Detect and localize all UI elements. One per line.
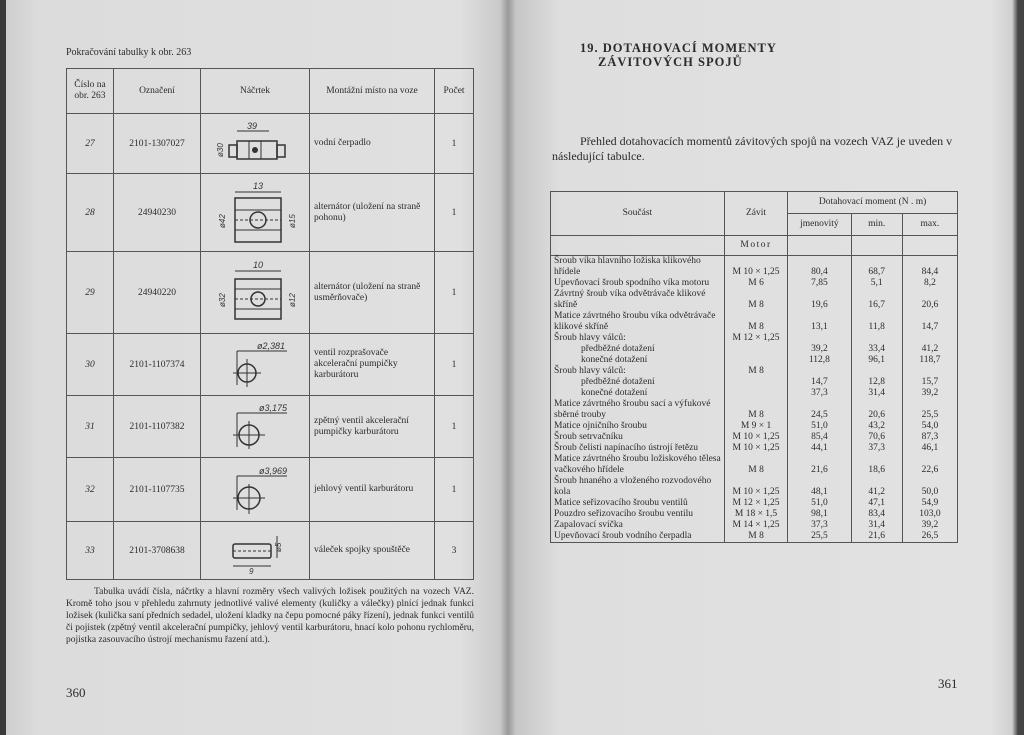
svg-text:ø2,381: ø2,381	[257, 340, 286, 351]
thread-value: M 9 × 1	[724, 421, 787, 432]
nominal-value: 80,4	[788, 256, 851, 279]
part-name: konečné dotažení	[551, 355, 725, 366]
group-row	[551, 236, 958, 256]
table-row: 30 2101-1107374 ø2,381 ventil rozprašovače akcelerační pumpičky karburátoru 1	[67, 334, 474, 396]
sketch-ball-32	[201, 458, 310, 522]
nominal-value: 19,6	[788, 289, 851, 311]
col-moment: Dotahovací moment (N . m)	[788, 192, 958, 214]
page-number-right: 361	[938, 676, 958, 691]
svg-text:ø15: ø15	[288, 213, 297, 228]
min-value: 31,4	[851, 520, 902, 531]
thread-value: M 10 × 1,25	[724, 256, 787, 279]
part-name: předběžné dotažení	[551, 377, 725, 388]
table-continuation-title: Pokračování tabulky k obr. 263	[66, 47, 192, 58]
min-value: 68,7	[851, 256, 902, 279]
min-value: 33,4	[851, 344, 902, 355]
table-row	[551, 421, 958, 432]
svg-text:ø12: ø12	[288, 292, 297, 307]
thread-value: M 12 × 1,25	[724, 333, 787, 344]
part-name: předběžné dotažení	[551, 344, 725, 355]
nominal-value	[788, 366, 851, 377]
max-value	[902, 366, 957, 377]
thread-value: M 10 × 1,25	[724, 443, 787, 454]
max-value: 26,5	[902, 531, 957, 543]
table-row	[551, 443, 958, 454]
part-name: Zapalovací svíčka	[551, 520, 725, 531]
left-page	[0, 10, 506, 735]
table-row	[551, 278, 958, 289]
explanatory-paragraph: Tabulka uvádí čísla, náčrtky a hlavní rozměry všech valivých ložisek použitých na vozech VAZ. Kromě toho jsou v přehledu zahrnuty jednotlivé valivé elementy (kuličky a válečky) plnící jednak funkci ložisek (kulička saní předních sedadel, uložení kladky na čepu pomocné páky řízení), jednak funkci ventilů či pojistek (zpětný ventil akcelerační pumpičky, jehlový ventil karburátoru, hnací kolo pohonu rychloměru, pojistka zasouvacího ústrojí mechanismu řazení atd.).	[66, 587, 474, 645]
min-value: 12,8	[851, 377, 902, 388]
thread-value: M 18 × 1,5	[724, 509, 787, 520]
table-row	[551, 388, 958, 399]
page-number-left: 360	[66, 685, 86, 700]
min-value: 37,3	[851, 443, 902, 454]
col-sketch: Náčrtek	[201, 69, 310, 114]
bearing-table	[66, 68, 474, 580]
col-thread: Závit	[724, 192, 787, 236]
table-row: 28 24940230 13 ø42 ø15 alternátor (uložení na straně pohonu) 1	[67, 174, 474, 252]
table-row	[551, 344, 958, 355]
table-row	[551, 366, 958, 377]
nominal-value: 51,0	[788, 421, 851, 432]
thread-value: M 8	[724, 311, 787, 333]
table-header-row	[551, 192, 958, 214]
max-value: 15,7	[902, 377, 957, 388]
torque-table	[550, 191, 958, 543]
table-row	[551, 454, 958, 476]
nominal-value: 51,0	[788, 498, 851, 509]
svg-text:10: 10	[253, 259, 264, 270]
col-max: max.	[902, 214, 957, 236]
min-value: 21,6	[851, 531, 902, 543]
nominal-value: 37,3	[788, 520, 851, 531]
part-name: Matice závrtného šroubu ložiskového tělesa vačkového hřídele	[551, 454, 725, 476]
chapter-heading	[580, 41, 777, 69]
col-min: min.	[851, 214, 902, 236]
nominal-value: 7,85	[788, 278, 851, 289]
table-row	[551, 520, 958, 531]
part-name: Šroub víka hlavního ložiska klikového hřídele	[551, 256, 725, 279]
sketch-ball-31	[201, 396, 310, 458]
thread-value: M 8	[724, 454, 787, 476]
table-row	[551, 256, 958, 279]
table-row: 33 2101-3708638 9 ø5 váleček spojky spouštěče 3	[67, 522, 474, 580]
svg-text:ø30: ø30	[216, 142, 225, 157]
thread-value: M 6	[724, 278, 787, 289]
nominal-value: 21,6	[788, 454, 851, 476]
sketch-bearing-27	[201, 114, 310, 174]
table-row	[551, 377, 958, 388]
nominal-value: 48,1	[788, 476, 851, 498]
max-value: 54,0	[902, 421, 957, 432]
table-row	[551, 399, 958, 421]
part-name: Šroub hlavy válců:	[551, 366, 725, 377]
thread-value	[724, 377, 787, 388]
thread-value: M 8	[724, 531, 787, 543]
part-name: Matice závrtného šroubu víka odvětrávače klikové skříně	[551, 311, 725, 333]
right-page	[514, 10, 1014, 735]
part-name: konečné dotažení	[551, 388, 725, 399]
max-value	[902, 333, 957, 344]
nominal-value: 98,1	[788, 509, 851, 520]
part-name: Upevňovací šroub vodního čerpadla	[551, 531, 725, 543]
max-value: 118,7	[902, 355, 957, 366]
svg-text:9: 9	[249, 566, 254, 576]
svg-text:ø5: ø5	[274, 542, 283, 552]
table-row	[551, 531, 958, 543]
part-name: Upevňovací šroub spodního víka motoru	[551, 278, 725, 289]
max-value: 39,2	[902, 520, 957, 531]
nominal-value: 85,4	[788, 432, 851, 443]
min-value: 5,1	[851, 278, 902, 289]
svg-text:ø32: ø32	[218, 292, 227, 307]
table-row: 31 2101-1107382 ø3,175 zpětný ventil akcelerační pumpičky karburátoru 1	[67, 396, 474, 458]
nominal-value: 24,5	[788, 399, 851, 421]
table-row: 27 2101-1307027 39 ø30 vodní čerpadlo 1	[67, 114, 474, 174]
max-value: 39,2	[902, 388, 957, 399]
min-value: 43,2	[851, 421, 902, 432]
chapter-heading-line2: ZÁVITOVÝCH SPOJŮ	[598, 55, 743, 69]
table-row	[551, 355, 958, 366]
nominal-value: 44,1	[788, 443, 851, 454]
thread-value	[724, 355, 787, 366]
max-value: 103,0	[902, 509, 957, 520]
table-row: 32 2101-1107735 ø3,969 jehlový ventil karburátoru 1	[67, 458, 474, 522]
nominal-value: 25,5	[788, 531, 851, 543]
table-row	[551, 498, 958, 509]
part-name: Matice ojničního šroubu	[551, 421, 725, 432]
min-value: 20,6	[851, 399, 902, 421]
torque-table-body	[551, 256, 958, 543]
nominal-value: 112,8	[788, 355, 851, 366]
min-value: 96,1	[851, 355, 902, 366]
thread-value: M 8	[724, 399, 787, 421]
thread-value: M 14 × 1,25	[724, 520, 787, 531]
min-value	[851, 366, 902, 377]
part-name: Závrtný šroub víka odvětrávače klikové skříně	[551, 289, 725, 311]
part-name: Pouzdro seřizovacího šroubu ventilu	[551, 509, 725, 520]
min-value: 47,1	[851, 498, 902, 509]
min-value: 18,6	[851, 454, 902, 476]
max-value: 41,2	[902, 344, 957, 355]
table-row	[551, 333, 958, 344]
max-value: 50,0	[902, 476, 957, 498]
part-name: Matice závrtného šroubu sací a výfukové sběrné trouby	[551, 399, 725, 421]
svg-text:ø42: ø42	[218, 213, 227, 228]
max-value: 22,6	[902, 454, 957, 476]
part-name: Šroub čelisti napínacího ústrojí řetězu	[551, 443, 725, 454]
max-value: 8,2	[902, 278, 957, 289]
min-value: 41,2	[851, 476, 902, 498]
col-place: Montážní místo na voze	[310, 69, 435, 114]
col-code: Označení	[114, 69, 201, 114]
part-name: Šroub hnaného a vloženého rozvodového kola	[551, 476, 725, 498]
max-value: 84,4	[902, 256, 957, 279]
nominal-value: 14,7	[788, 377, 851, 388]
thread-value	[724, 388, 787, 399]
table-row	[551, 289, 958, 311]
max-value: 87,3	[902, 432, 957, 443]
part-name: Šroub hlavy válců:	[551, 333, 725, 344]
min-value: 83,4	[851, 509, 902, 520]
sketch-ball-30	[201, 334, 310, 396]
part-name: Matice seřizovacího šroubu ventilů	[551, 498, 725, 509]
col-nominal: jmenovitý	[788, 214, 851, 236]
thread-value	[724, 344, 787, 355]
table-row	[551, 509, 958, 520]
max-value: 14,7	[902, 311, 957, 333]
nominal-value: 13,1	[788, 311, 851, 333]
max-value: 25,5	[902, 399, 957, 421]
nominal-value: 37,3	[788, 388, 851, 399]
sketch-roller-33	[201, 522, 310, 580]
table-header-row	[67, 69, 474, 114]
thread-value: M 10 × 1,25	[724, 432, 787, 443]
max-value: 54,9	[902, 498, 957, 509]
sketch-bearing-28	[201, 174, 310, 252]
table-row	[551, 476, 958, 498]
table-row: 29 24940220 10 ø32 ø12 alternátor (uložení na straně usměrňovače) 1	[67, 252, 474, 334]
col-part: Součást	[551, 192, 725, 236]
svg-text:ø3,175: ø3,175	[259, 402, 288, 413]
table-row	[551, 311, 958, 333]
nominal-value	[788, 333, 851, 344]
min-value: 70,6	[851, 432, 902, 443]
svg-text:13: 13	[253, 180, 264, 191]
thread-value: M 8	[724, 366, 787, 377]
table-row	[551, 432, 958, 443]
intro-text: Přehled dotahovacích momentů závitových spojů na vozech VAZ je uveden v následující tabulce.	[552, 134, 953, 163]
sketch-bearing-29	[201, 252, 310, 334]
min-value: 31,4	[851, 388, 902, 399]
svg-text:ø3,969: ø3,969	[259, 465, 288, 476]
thread-value: M 8	[724, 289, 787, 311]
chapter-heading-line1: 19. DOTAHOVACÍ MOMENTY	[580, 41, 777, 55]
thread-value: M 10 × 1,25	[724, 476, 787, 498]
part-name: Šroub setrvačníku	[551, 432, 725, 443]
min-value: 11,8	[851, 311, 902, 333]
thread-value: M 12 × 1,25	[724, 498, 787, 509]
min-value	[851, 333, 902, 344]
col-count: Počet	[435, 69, 474, 114]
col-number: Číslo na obr. 263	[67, 69, 114, 114]
nominal-value: 39,2	[788, 344, 851, 355]
min-value: 16,7	[851, 289, 902, 311]
max-value: 46,1	[902, 443, 957, 454]
svg-text:39: 39	[247, 120, 258, 131]
max-value: 20,6	[902, 289, 957, 311]
group-label: Motor	[724, 236, 787, 256]
